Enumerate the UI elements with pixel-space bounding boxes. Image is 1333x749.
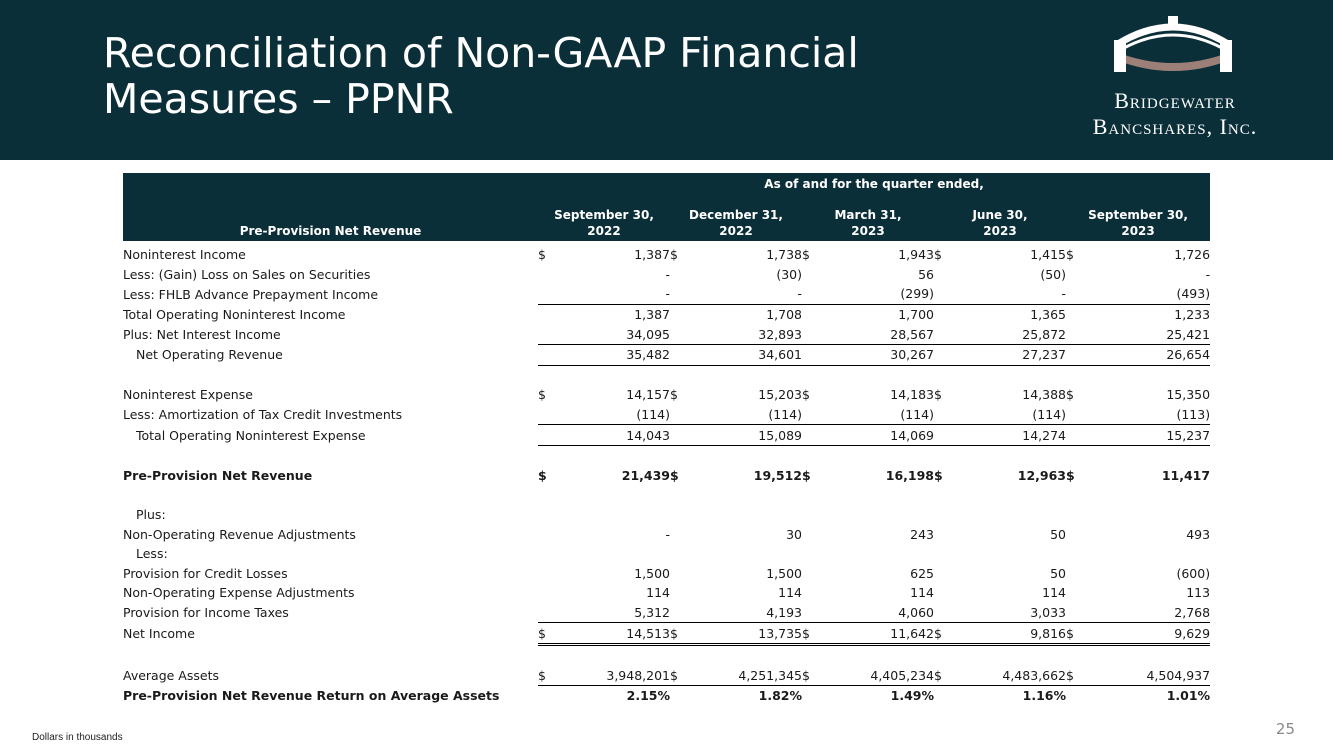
value-cell: 113	[1186, 585, 1211, 601]
row-label: Noninterest Expense	[123, 387, 253, 403]
currency-symbol	[538, 544, 578, 564]
table-row	[123, 686, 1210, 706]
value-cell: (50)	[1040, 266, 1066, 282]
currency-symbol: $	[538, 467, 547, 483]
column-header-mar-2023: March 31, 2023	[802, 195, 934, 241]
value-cell: 114	[910, 585, 934, 601]
value-cell: -	[665, 526, 670, 542]
currency-symbol	[1066, 544, 1106, 564]
table-row	[123, 405, 1210, 425]
value-cell: 9,816	[974, 623, 1066, 645]
value-cell: 1,726	[1174, 247, 1211, 263]
footnote: Dollars in thousands	[32, 732, 123, 743]
value-cell: 4,193	[710, 603, 802, 623]
currency-symbol	[802, 544, 842, 564]
value-cell: 19,512	[753, 467, 802, 483]
table-row	[123, 385, 1210, 405]
currency-symbol	[802, 425, 842, 446]
table-row	[123, 304, 1210, 324]
currency-symbol	[1066, 304, 1106, 324]
currency-symbol	[670, 686, 710, 706]
currency-symbol: $	[538, 247, 546, 263]
value-cell: 25,421	[1106, 324, 1210, 344]
row-label: Pre-Provision Net Revenue	[123, 467, 313, 483]
currency-symbol: $	[538, 387, 546, 403]
value-cell: -	[974, 284, 1066, 304]
currency-symbol: $	[1066, 665, 1106, 685]
currency-symbol: $	[1066, 623, 1106, 645]
value-cell	[974, 544, 1066, 564]
value-cell: (114)	[842, 405, 934, 425]
value-cell: 114	[778, 585, 802, 601]
currency-symbol	[802, 284, 842, 304]
row-label: Net Income	[123, 626, 195, 642]
value-cell: 34,601	[710, 344, 802, 365]
value-cell: 1.01%	[1166, 688, 1211, 704]
value-cell: 1.82%	[758, 688, 802, 704]
value-cell: (114)	[710, 405, 802, 425]
row-label: Non-Operating Revenue Adjustments	[123, 526, 356, 542]
value-cell: 50	[1050, 526, 1066, 542]
title-line-1: Reconciliation of Non-GAAP Financial	[103, 29, 859, 77]
value-cell: 625	[910, 565, 934, 581]
value-cell	[1106, 505, 1210, 525]
currency-symbol	[670, 505, 710, 525]
value-cell: 14,274	[974, 425, 1066, 446]
value-cell: 27,237	[974, 344, 1066, 365]
value-cell: 56	[918, 266, 934, 282]
value-cell: (493)	[1106, 284, 1210, 304]
currency-symbol	[934, 686, 974, 706]
row-label: Plus: Net Interest Income	[123, 326, 281, 342]
currency-symbol	[670, 544, 710, 564]
value-cell: 12,963	[1017, 467, 1066, 483]
value-cell: 32,893	[710, 324, 802, 344]
value-cell: 1,943	[898, 247, 934, 263]
currency-symbol: $	[1066, 387, 1074, 403]
value-cell: 14,043	[578, 425, 670, 446]
table-row	[123, 425, 1210, 446]
value-cell: 26,654	[1106, 344, 1210, 365]
table-row	[123, 665, 1210, 685]
table-row	[123, 241, 1210, 265]
currency-symbol	[802, 505, 842, 525]
currency-symbol	[934, 265, 974, 285]
bridgewater-logo	[1060, 14, 1290, 149]
currency-symbol	[802, 583, 842, 603]
value-cell: (113)	[1106, 405, 1210, 425]
value-cell: 114	[646, 585, 670, 601]
value-cell: -	[665, 266, 670, 282]
currency-symbol: $	[670, 247, 678, 263]
currency-symbol	[538, 405, 578, 425]
currency-symbol	[802, 686, 842, 706]
currency-symbol	[538, 686, 578, 706]
currency-symbol: $	[934, 247, 942, 263]
value-cell: 9,629	[1106, 623, 1210, 645]
table-row	[123, 284, 1210, 304]
value-cell: 16,198	[885, 467, 934, 483]
row-label: Provision for Credit Losses	[123, 565, 288, 581]
value-cell: 3,033	[974, 603, 1066, 623]
value-cell: 1,708	[766, 307, 802, 323]
currency-symbol: $	[538, 623, 578, 645]
value-cell: 2.15%	[626, 688, 670, 704]
value-cell: 1,738	[766, 247, 802, 263]
value-cell: (114)	[974, 405, 1066, 425]
currency-symbol	[670, 583, 710, 603]
value-cell	[842, 505, 934, 525]
value-cell: -	[578, 284, 670, 304]
currency-symbol	[1066, 686, 1106, 706]
currency-symbol	[934, 505, 974, 525]
value-cell: 30	[786, 526, 802, 542]
value-cell: 1,387	[634, 307, 670, 323]
header-blank-cell	[123, 173, 538, 195]
row-label: Net Operating Revenue	[136, 347, 283, 363]
currency-symbol	[670, 284, 710, 304]
value-cell: 15,203	[758, 387, 802, 403]
value-cell: 2,768	[1106, 603, 1210, 623]
currency-symbol	[670, 304, 710, 324]
currency-symbol: $	[934, 665, 974, 685]
table-row	[123, 344, 1210, 365]
spacer-row	[123, 644, 1210, 665]
value-cell: 1,415	[1030, 247, 1066, 263]
currency-symbol	[934, 304, 974, 324]
value-cell: 14,069	[842, 425, 934, 446]
currency-symbol	[670, 265, 710, 285]
currency-symbol	[670, 564, 710, 584]
currency-symbol	[1066, 324, 1106, 344]
currency-symbol: $	[670, 623, 710, 645]
row-label: Plus:	[136, 507, 166, 523]
table-row	[123, 524, 1210, 544]
currency-symbol: $	[934, 623, 974, 645]
value-cell: 14,388	[1022, 387, 1066, 403]
spacer-row	[123, 445, 1210, 465]
value-cell: 1.16%	[1022, 688, 1066, 704]
table-row	[123, 623, 1210, 645]
value-cell	[1106, 544, 1210, 564]
table-row	[123, 583, 1210, 603]
currency-symbol	[802, 344, 842, 365]
value-cell: 15,237	[1106, 425, 1210, 446]
value-cell: (114)	[578, 405, 670, 425]
value-cell: 4,483,662	[974, 665, 1066, 685]
row-label: Less: (Gain) Loss on Sales on Securities	[123, 266, 371, 282]
currency-symbol: $	[802, 665, 842, 685]
table-row	[123, 603, 1210, 623]
row-label: Total Operating Noninterest Expense	[136, 427, 366, 443]
table-row	[123, 265, 1210, 285]
currency-symbol	[802, 324, 842, 344]
header-banner	[0, 0, 1333, 160]
currency-symbol	[1066, 284, 1106, 304]
logo-wordmark	[1060, 88, 1290, 140]
currency-symbol	[802, 603, 842, 623]
value-cell: (30)	[776, 266, 802, 282]
row-label: Provision for Income Taxes	[123, 605, 289, 621]
currency-symbol	[670, 425, 710, 446]
currency-symbol	[538, 524, 578, 544]
row-label: Less: FHLB Advance Prepayment Income	[123, 286, 379, 302]
table-row	[123, 466, 1210, 486]
currency-symbol	[934, 405, 974, 425]
value-cell: 493	[1186, 526, 1211, 542]
label-column-header: Pre-Provision Net Revenue	[123, 195, 538, 241]
currency-symbol	[1066, 425, 1106, 446]
value-cell: 35,482	[578, 344, 670, 365]
value-cell: 4,251,345	[710, 665, 802, 685]
currency-symbol	[1066, 505, 1106, 525]
currency-symbol	[538, 304, 578, 324]
super-header: As of and for the quarter ended,	[538, 173, 1210, 195]
value-cell: 4,060	[842, 603, 934, 623]
currency-symbol	[670, 524, 710, 544]
table-row	[123, 544, 1210, 564]
row-label: Less: Amortization of Tax Credit Investments	[123, 407, 403, 423]
currency-symbol	[934, 603, 974, 623]
value-cell: 1,500	[766, 565, 802, 581]
table-row	[123, 324, 1210, 344]
currency-symbol: $	[802, 467, 811, 483]
spacer-row	[123, 365, 1210, 385]
currency-symbol	[1066, 265, 1106, 285]
currency-symbol	[538, 344, 578, 365]
currency-symbol	[934, 524, 974, 544]
ppnr-reconciliation-table	[123, 173, 1210, 706]
value-cell: 1,365	[1030, 307, 1066, 323]
currency-symbol	[1066, 344, 1106, 365]
value-cell: 1,700	[898, 307, 934, 323]
currency-symbol	[670, 324, 710, 344]
currency-symbol: $	[802, 387, 810, 403]
value-cell: (299)	[842, 284, 934, 304]
value-cell: 4,504,937	[1106, 665, 1210, 685]
value-cell: 11,417	[1161, 467, 1211, 483]
currency-symbol	[802, 524, 842, 544]
currency-symbol	[934, 284, 974, 304]
currency-symbol	[670, 344, 710, 365]
column-header-sep-2022: September 30, 2022	[538, 195, 670, 241]
currency-symbol: $	[1066, 247, 1074, 263]
value-cell: -	[710, 284, 802, 304]
currency-symbol	[802, 304, 842, 324]
currency-symbol	[802, 405, 842, 425]
currency-symbol: $	[1066, 467, 1075, 483]
title-line-2: Measures – PPNR	[103, 75, 454, 123]
currency-symbol: $	[802, 247, 810, 263]
value-cell: 13,735	[710, 623, 802, 645]
value-cell: 25,872	[974, 324, 1066, 344]
value-cell: 5,312	[578, 603, 670, 623]
currency-symbol	[1066, 583, 1106, 603]
currency-symbol: $	[934, 467, 943, 483]
value-cell: 15,350	[1166, 387, 1211, 403]
spacer-row	[123, 485, 1210, 505]
currency-symbol	[802, 564, 842, 584]
currency-symbol	[802, 265, 842, 285]
currency-symbol: $	[934, 387, 942, 403]
table-row	[123, 564, 1210, 584]
value-cell: 30,267	[842, 344, 934, 365]
value-cell	[578, 544, 670, 564]
currency-symbol: $	[670, 665, 710, 685]
currency-symbol: $	[670, 387, 678, 403]
value-cell: 243	[910, 526, 934, 542]
row-label: Less:	[136, 546, 168, 562]
value-cell: 14,183	[890, 387, 934, 403]
currency-symbol	[670, 405, 710, 425]
row-label: Average Assets	[123, 668, 219, 684]
currency-symbol	[670, 603, 710, 623]
value-cell: 4,405,234	[842, 665, 934, 685]
currency-symbol	[538, 284, 578, 304]
currency-symbol	[934, 324, 974, 344]
value-cell: 15,089	[710, 425, 802, 446]
value-cell	[842, 544, 934, 564]
page-number: 25	[1275, 720, 1295, 738]
currency-symbol	[538, 425, 578, 446]
currency-symbol	[934, 583, 974, 603]
value-cell: 1,387	[634, 247, 670, 263]
value-cell: 114	[1042, 585, 1066, 601]
value-cell: 21,439	[621, 467, 670, 483]
row-label: Total Operating Noninterest Income	[123, 306, 346, 322]
value-cell: 11,642	[842, 623, 934, 645]
logo-line-1: Bridgewater	[1114, 88, 1236, 113]
value-cell	[710, 505, 802, 525]
value-cell: 1.49%	[890, 688, 934, 704]
currency-symbol	[934, 544, 974, 564]
currency-symbol	[1066, 564, 1106, 584]
value-cell: (600)	[1176, 565, 1211, 581]
row-label: Pre-Provision Net Revenue Return on Average Assets	[123, 688, 500, 704]
currency-symbol	[934, 564, 974, 584]
value-cell: 50	[1050, 565, 1066, 581]
value-cell: 14,157	[626, 387, 670, 403]
row-label: Noninterest Income	[123, 247, 246, 263]
currency-symbol	[934, 425, 974, 446]
value-cell	[578, 505, 670, 525]
bridge-logo-icon	[1110, 14, 1236, 76]
value-cell: 34,095	[578, 324, 670, 344]
value-cell	[710, 544, 802, 564]
value-cell: 1,500	[634, 565, 670, 581]
value-cell: 1,233	[1174, 307, 1211, 323]
currency-symbol	[538, 583, 578, 603]
value-cell: 3,948,201	[578, 665, 670, 685]
currency-symbol	[1066, 405, 1106, 425]
currency-symbol	[538, 324, 578, 344]
currency-symbol	[934, 344, 974, 365]
currency-symbol: $	[802, 623, 842, 645]
row-label: Non-Operating Expense Adjustments	[123, 585, 355, 601]
table-row	[123, 505, 1210, 525]
currency-symbol: $	[538, 665, 578, 685]
column-header-dec-2022: December 31, 2022	[670, 195, 802, 241]
logo-line-2: Bancshares, Inc.	[1092, 114, 1258, 139]
currency-symbol	[1066, 524, 1106, 544]
table-body	[123, 241, 1210, 706]
currency-symbol: $	[670, 467, 679, 483]
value-cell: -	[1205, 266, 1211, 282]
currency-symbol	[538, 603, 578, 623]
currency-symbol	[1066, 603, 1106, 623]
value-cell	[974, 505, 1066, 525]
currency-symbol	[538, 564, 578, 584]
column-header-jun-2023: June 30, 2023	[934, 195, 1066, 241]
currency-symbol	[538, 505, 578, 525]
page-title	[103, 30, 1003, 122]
column-header-sep-2023: September 30, 2023	[1066, 195, 1210, 241]
value-cell: 14,513	[578, 623, 670, 645]
currency-symbol	[538, 265, 578, 285]
value-cell: 28,567	[842, 324, 934, 344]
